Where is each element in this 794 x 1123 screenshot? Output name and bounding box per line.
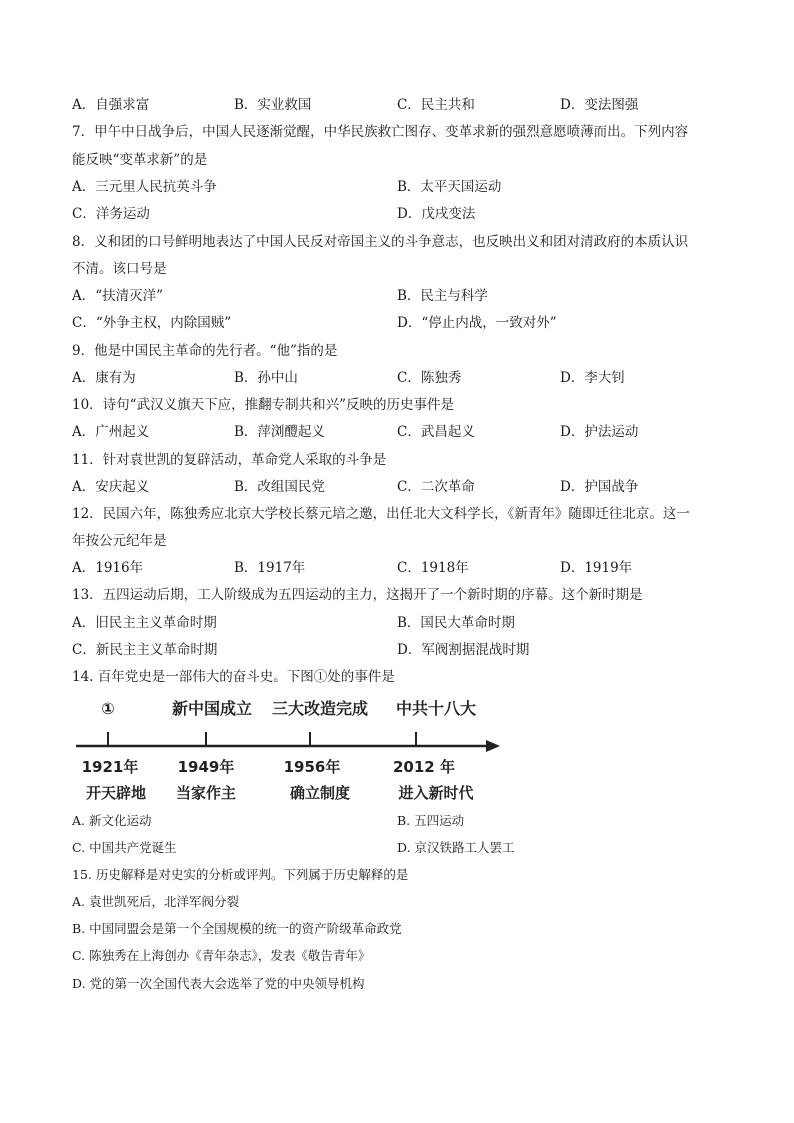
q15-option-d: D. 党的第一次全国代表大会选举了党的中央领导机构 (72, 976, 365, 991)
q12-option-d: D．1919年 (560, 560, 633, 576)
timeline-event-2-year: 1949年 (177, 758, 235, 776)
q14-stem: 14. 百年党史是一部伟大的奋斗史。下图①处的事件是 (72, 669, 395, 685)
q9-option-a: A．康有为 (72, 370, 136, 386)
q13-option-b: B．国民大革命时期 (397, 615, 515, 631)
q7-option-a: A．三元里人民抗英斗争 (72, 179, 217, 195)
q8-option-d: D．“停止内战，一致对外” (397, 315, 557, 331)
q14-option-a: A. 新文化运动 (72, 813, 152, 828)
q8-option-c: C．“外争主权，内除国贼” (72, 315, 232, 331)
timeline-event-2-top: 新中国成立 (171, 699, 253, 718)
q7-stem-line1: 7．甲午中日战争后，中国人民逐渐觉醒，中华民族救亡图存、变革求新的强烈意愿喷薄而出。下列内容 (72, 124, 689, 140)
timeline-event-1-caption: 开天辟地 (85, 784, 147, 802)
q11-option-c: C．二次革命 (397, 479, 475, 495)
timeline-event-2-caption: 当家作主 (175, 784, 237, 802)
timeline-event-1-year: 1921年 (81, 758, 139, 776)
timeline-event-3-top: 三大改造完成 (271, 699, 369, 718)
q13-option-d: D．军阀割据混战时期 (397, 642, 530, 658)
q15-option-b: B. 中国同盟会是第一个全国规模的统一的资产阶级革命政党 (72, 921, 402, 936)
q9-option-d: D．李大钊 (560, 370, 625, 386)
q6-option-c: C．民主共和 (397, 97, 475, 113)
timeline-event-4-top: 中共十八大 (395, 699, 477, 718)
timeline-arrowhead (486, 740, 500, 752)
q7-option-c: C．洋务运动 (72, 206, 150, 222)
q7-option-d: D．戊戌变法 (397, 206, 476, 222)
q13-stem: 13．五四运动后期，工人阶级成为五四运动的主力，这揭开了一个新时期的序幕。这个新时期是 (72, 587, 643, 603)
q14-option-b: B. 五四运动 (397, 813, 465, 828)
timeline-event-4-caption: 进入新时代 (398, 784, 474, 802)
timeline-event-3-caption: 确立制度 (289, 784, 351, 802)
q15-option-a: A. 袁世凯死后，北洋军阀分裂 (72, 894, 239, 909)
q10-option-d: D．护法运动 (560, 424, 639, 440)
timeline-event-1-top: ① (101, 699, 115, 718)
q15-stem: 15. 历史解释是对史实的分析或评判。下列属于历史解释的是 (72, 867, 409, 882)
q8-option-b: B．民主与科学 (397, 288, 488, 304)
q12-option-b: B．1917年 (234, 560, 306, 576)
q12-option-c: C．1918年 (397, 560, 469, 576)
q14-option-c: C. 中国共产党诞生 (72, 840, 177, 855)
q8-option-a: A．“扶清灭洋” (72, 288, 164, 304)
q11-option-a: A．安庆起义 (72, 479, 150, 495)
q12-option-a: A．1916年 (72, 560, 144, 576)
q9-option-c: C．陈独秀 (397, 370, 462, 386)
q13-option-a: A．旧民主主义革命时期 (72, 615, 217, 631)
q6-option-a: A．自强求富 (72, 97, 150, 113)
timeline-event-3-year: 1956年 (283, 758, 341, 776)
q10-option-c: C．武昌起义 (397, 424, 475, 440)
q9-option-b: B．孙中山 (234, 370, 298, 386)
q12-stem-line2: 年按公元纪年是 (72, 533, 167, 549)
q14-timeline-figure (72, 692, 512, 808)
q6-option-b: B．实业救国 (234, 97, 312, 113)
q8-stem-line1: 8．义和团的口号鲜明地表达了中国人民反对帝国主义的斗争意志，也反映出义和团对清政府的本质认识 (72, 234, 689, 250)
q11-stem: 11．针对袁世凯的复辟活动，革命党人采取的斗争是 (72, 452, 387, 468)
q10-option-b: B．萍浏醴起义 (234, 424, 325, 440)
q13-option-c: C．新民主主义革命时期 (72, 642, 218, 658)
q11-option-b: B．改组国民党 (234, 479, 325, 495)
q11-option-d: D．护国战争 (560, 479, 639, 495)
q9-stem: 9．他是中国民主革命的先行者。“他”指的是 (72, 343, 338, 359)
q12-stem-line1: 12．民国六年，陈独秀应北京大学校长蔡元培之邀，出任北大文科学长，《新青年》随即迁往北京。这一 (72, 506, 690, 522)
q15-option-c: C. 陈独秀在上海创办《青年杂志》，发表《敬告青年》 (72, 948, 371, 963)
q7-option-b: B．太平天国运动 (397, 179, 502, 195)
q8-stem-line2: 不清。该口号是 (72, 261, 167, 277)
q14-option-d: D. 京汉铁路工人罢工 (397, 840, 515, 855)
q10-stem: 10．诗句“武汉义旗天下应，推翻专制共和兴”反映的历史事件是 (72, 397, 454, 413)
q10-option-a: A．广州起义 (72, 424, 150, 440)
q7-stem-line2: 能反映“变革求新”的是 (72, 152, 208, 168)
timeline-event-4-year: 2012 年 (393, 758, 455, 776)
q6-option-d: D．变法图强 (560, 97, 639, 113)
